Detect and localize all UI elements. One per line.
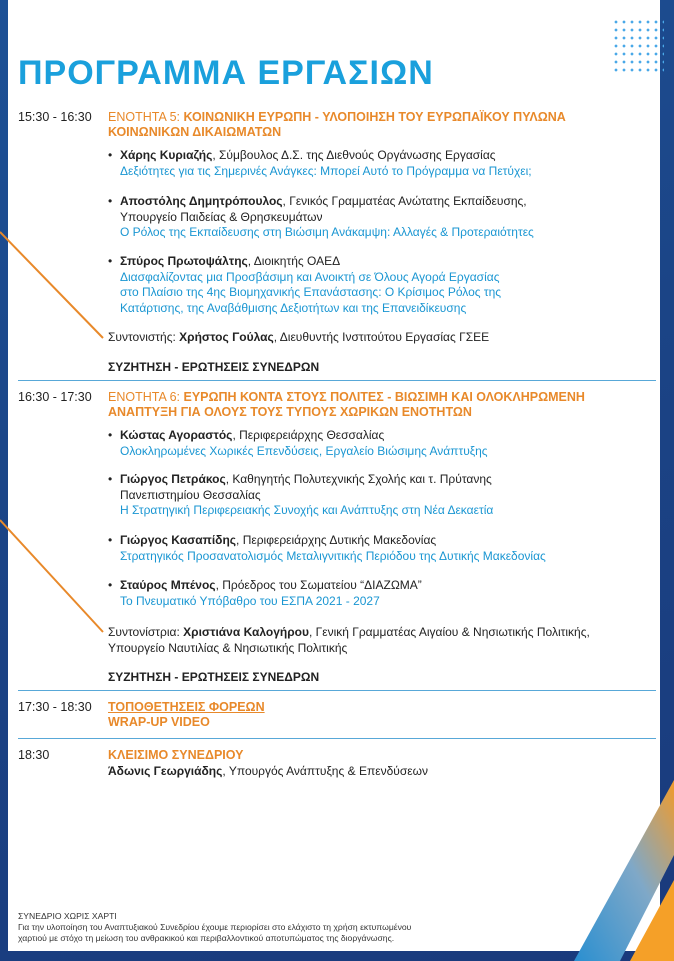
session-7-subtitle: WRAP-UP VIDEO xyxy=(108,715,210,729)
session-5-title xyxy=(108,110,648,140)
ribbon-decoration xyxy=(560,760,674,961)
session-5-discussion: ΣΥΖΗΤΗΣΗ - ΕΡΩΤΗΣΕΙΣ ΣΥΝΕΔΡΩΝ xyxy=(108,360,320,374)
session-6-coordinator xyxy=(108,625,653,656)
speaker-name: Κώστας Αγοραστός xyxy=(120,428,233,442)
speaker-name: Αποστόλης Δημητρόπουλος xyxy=(120,194,283,208)
session-6-label: ΕΝΟΤΗΤΑ 6: xyxy=(108,390,181,404)
bullet-icon: • xyxy=(108,254,113,268)
talk-title: Ολοκληρωμένες Χωρικές Επενδύσεις, Εργαλείο Βιώσιμης Ανάπτυξης xyxy=(120,443,488,458)
coordinator-role-line2: Υπουργείο Ναυτιλίας & Νησιωτικής Πολιτικής xyxy=(108,640,348,655)
bullet-icon: • xyxy=(108,148,113,162)
coordinator-role: , Γενική Γραμματέας Αιγαίου & Νησιωτικής Πολιτικής, xyxy=(308,625,590,639)
speaker-role: , Διοικητής ΟΑΕΔ xyxy=(247,254,341,268)
speaker-role: , Περιφερειάρχης Θεσσαλίας xyxy=(232,428,385,442)
speaker-role-line2: Πανεπιστημίου Θεσσαλίας xyxy=(120,487,261,502)
speaker-role: , Σύμβουλος Δ.Σ. της Διεθνούς Οργάνωσης Εργασίας xyxy=(212,148,496,162)
talk-title: Η Στρατηγική Περιφερειακής Συνοχής και Ανάπτυξης στη Νέα Δεκαετία xyxy=(120,503,494,517)
speaker-role: , Υπουργός Ανάπτυξης & Επενδύσεων xyxy=(222,764,428,778)
talk-title: Διασφαλίζοντας μια Προσβάσιμη και Ανοικτή σε Όλους Αγορά Εργασίας xyxy=(120,269,500,284)
divider xyxy=(18,738,656,739)
speaker-role: , Πρόεδρος του Σωματείου “ΔΙΑΖΩΜΑ” xyxy=(215,578,422,592)
speaker-name: Γιώργος Πετράκος xyxy=(120,472,226,486)
speaker-item xyxy=(108,428,648,459)
session-6-title-line2: ΑΝΑΠΤΥΞΗ ΓΙΑ ΟΛΟΥΣ ΤΟΥΣ ΤΥΠΟΥΣ ΧΩΡΙΚΩΝ ΕΝΟΤΗΤΩΝ xyxy=(108,405,472,419)
speaker-name: Σταύρος Μπένος xyxy=(120,578,216,592)
talk-title: Ο Ρόλος της Εκπαίδευσης στη Βιώσιμη Ανάκαμψη: Αλλαγές & Προτεραιότητες xyxy=(120,225,534,239)
bullet-icon: • xyxy=(108,194,113,208)
session-8-title: ΚΛΕΙΣΙΜΟ ΣΥΝΕΔΡΙΟΥ xyxy=(108,748,244,762)
speaker-item xyxy=(108,578,648,609)
footer-heading: ΣΥΝΕΔΡΙΟ ΧΩΡΙΣ ΧΑΡΤΙ xyxy=(18,911,117,921)
speaker-role: , Περιφερειάρχης Δυτικής Μακεδονίας xyxy=(236,533,437,547)
dot-grid-decoration xyxy=(612,18,664,74)
footer-line1: Για την υλοποίηση του Αναπτυξιακού Συνεδρίου έχουμε περιορίσει στο ελάχιστο τη χρήση εκτυπωμένου xyxy=(18,922,412,932)
speaker-name: Σπύρος Πρωτοψάλτης xyxy=(120,254,248,268)
session-8-time: 18:30 xyxy=(18,748,50,762)
bullet-icon: • xyxy=(108,472,113,486)
session-5-title-line1: ΚΟΙΝΩΝΙΚΗ ΕΥΡΩΠΗ - ΥΛΟΠΟΙΗΣΗ ΤΟΥ ΕΥΡΩΠΑΪΚΟΥ ΠΥΛΩΝΑ xyxy=(183,110,566,124)
divider xyxy=(18,690,656,691)
footer-note xyxy=(18,911,498,944)
coordinator-name: Χριστιάνα Καλογήρου xyxy=(183,625,309,639)
coordinator-role: , Διευθυντής Ινστιτούτου Εργασίας ΓΣΕΕ xyxy=(273,330,490,344)
speaker-role: , Καθηγητής Πολυτεχνικής Σχολής και τ. Πρύτανης xyxy=(225,472,492,486)
talk-title: Το Πνευματικό Υπόβαθρο του ΕΣΠΑ 2021 - 2027 xyxy=(120,593,380,608)
talk-title: Δεξιότητες για τις Σημερινές Ανάγκες: Μπορεί Αυτό το Πρόγραμμα να Πετύχει; xyxy=(120,163,532,178)
bullet-icon: • xyxy=(108,578,113,592)
session-7-title: ΤΟΠΟΘΕΤΗΣΕΙΣ ΦΟΡΕΩΝ xyxy=(108,700,265,714)
speaker-role-line2: Υπουργείο Παιδείας & Θρησκευμάτων xyxy=(120,209,323,224)
session-6-discussion: ΣΥΖΗΤΗΣΗ - ΕΡΩΤΗΣΕΙΣ ΣΥΝΕΔΡΩΝ xyxy=(108,670,320,684)
session-6-title xyxy=(108,390,648,420)
session-5-label: ΕΝΟΤΗΤΑ 5: xyxy=(108,110,181,124)
speaker-name: Χάρης Κυριαζής xyxy=(120,148,213,162)
session-8-speaker xyxy=(108,764,653,780)
session-6-title-line1: ΕΥΡΩΠΗ ΚΟΝΤΑ ΣΤΟΥΣ ΠΟΛΙΤΕΣ - ΒΙΩΣΙΜΗ ΚΑΙ ΟΛΟΚΛΗΡΩΜΕΝΗ xyxy=(183,390,585,404)
speaker-item xyxy=(108,533,648,564)
bullet-icon: • xyxy=(108,533,113,547)
speaker-role: , Γενικός Γραμματέας Ανώτατης Εκπαίδευσης, xyxy=(282,194,527,208)
bullet-icon: • xyxy=(108,428,113,442)
page-title: ΠΡΟΓΡΑΜΜΑ ΕΡΓΑΣΙΩΝ xyxy=(18,54,434,92)
session-5-time: 15:30 - 16:30 xyxy=(18,110,92,124)
session-5-title-line2: ΚΟΙΝΩΝΙΚΩΝ ΔΙΚΑΙΩΜΑΤΩΝ xyxy=(108,125,282,139)
session-6-time: 16:30 - 17:30 xyxy=(18,390,92,404)
coordinator-label: Συντονιστής: xyxy=(108,330,180,344)
speaker-item xyxy=(108,254,648,316)
speaker-name: Άδωνις Γεωργιάδης xyxy=(108,764,223,778)
coordinator-name: Χρήστος Γούλας xyxy=(179,330,274,344)
speaker-item xyxy=(108,194,648,241)
speaker-item xyxy=(108,148,648,179)
session-7-block xyxy=(108,700,648,730)
divider xyxy=(18,380,656,381)
speaker-name: Γιώργος Κασαπίδης xyxy=(120,533,237,547)
session-7-time: 17:30 - 18:30 xyxy=(18,700,92,714)
session-5-coordinator xyxy=(108,330,653,346)
talk-title: Στρατηγικός Προσανατολισμός Μεταλιγνιτικής Περιόδου της Δυτικής Μακεδονίας xyxy=(120,548,546,563)
talk-title-line3: Κατάρτισης, της Αναβάθμισης Δεξιοτήτων και της Επανειδίκευσης xyxy=(120,300,467,315)
footer-line2: χαρτιού με στόχο τη μείωση του ανθρακικού και περιβαλλοντικού αποτυπώματος της διοργάνωσης. xyxy=(18,933,395,943)
talk-title-line2: στο Πλαίσιο της 4ης Βιομηχανικής Επανάστασης: Ο Κρίσιμος Ρόλος της xyxy=(120,285,502,299)
speaker-item xyxy=(108,472,648,519)
coordinator-label: Συντονίστρια: xyxy=(108,625,184,639)
